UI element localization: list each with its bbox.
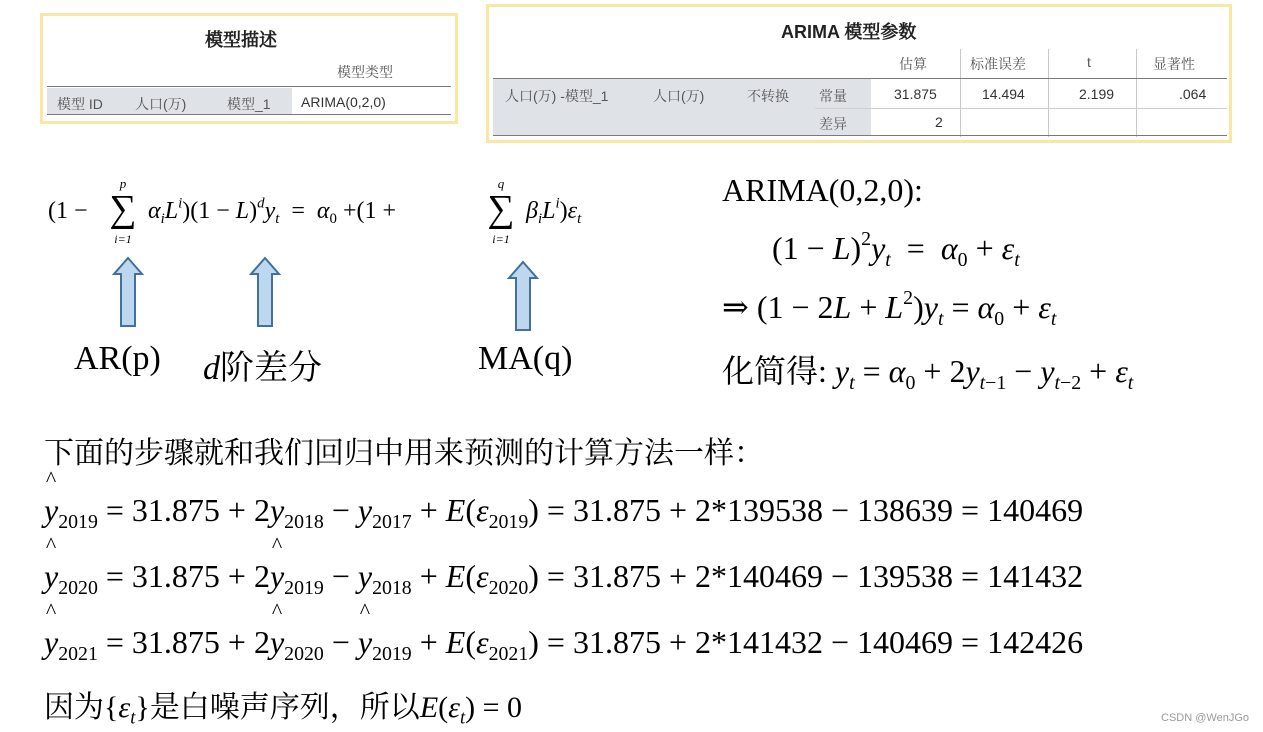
constant-estimate: 31.875 [894,86,937,102]
model-label: 人口(万) -模型_1 [505,88,609,104]
prediction-2020-result: 141432 [987,558,1084,594]
prediction-2021-result: 142426 [987,624,1084,660]
arima-params-panel [486,4,1232,143]
model-type-value: ARIMA(0,2,0) [301,94,386,110]
ar-arrow-icon [112,256,144,328]
diff-arrow-icon [249,256,281,328]
intro-text: 下面的步骤就和我们回归中用来预测的计算方法一样： [44,437,764,470]
watermark: CSDN @WenJGo [1161,712,1249,724]
ar-label: AR(p) [74,340,161,377]
white-noise-note: 因为$\{\varepsilon_t\}$是白噪声序列，所以$E(\varepsilon_t) = 0$ [44,691,523,729]
constant-label: 常量 [819,88,847,104]
derivation-title: ARIMA(0,2,0): [722,172,923,208]
difference-estimate: 2 [935,114,943,130]
prediction-2019-result: 140469 [987,492,1084,528]
derivation-step-2: ⇒ $(1 - 2L + L^2)y_t = \alpha_0 + \varepsilon_t$ [722,287,1057,330]
constant-t: 2.199 [1079,86,1115,102]
arima-params-title: ARIMA 模型参数 [781,22,917,42]
model-description-title: 模型描述 [205,30,277,50]
diff-label: d阶差分 [203,350,322,387]
ma-label: MA(q) [478,340,573,377]
population-label: 人口(万) [135,96,187,112]
header-rule [47,86,451,87]
difference-label: 差异 [819,116,847,132]
diff-label-text: 阶差分 [220,350,322,387]
model-description-panel [40,13,458,124]
model-1-label: 模型_1 [227,96,271,112]
header-t: t [1087,54,1091,70]
header-std-error: 标准误差 [970,56,1026,72]
header-significance: 显著性 [1153,56,1195,72]
model-id-label: 模型 ID [57,96,103,112]
model-type-header: 模型类型 [337,64,393,80]
prediction-2020: ^ $y_{2020} = 31.875$ + 2^ $y_{2019} - y_{2018} + E(\varepsilon_{2020}) = 31.875 + 2*140469 - 139538 = 141432$ [44,558,1083,595]
header-estimate: 估算 [899,56,927,72]
transform-label: 不转换 [747,88,789,104]
ma-arrow-icon [507,260,539,332]
variable-label: 人口(万) [653,88,705,104]
bottom-rule [47,114,451,115]
simplify-label: 化简得: [722,353,827,389]
prediction-2019: ^ $y_{2019} = 31.875 + 2y_{2018} - y_{2017} + E(\varepsilon_{2019}) = 31.875 + 2*139538 - 138639 = 140469$ [44,492,1083,529]
constant-significance: .064 [1179,86,1207,102]
constant-std-error: 14.494 [982,86,1025,102]
derivation-step-3: 化简得: $y_t = \alpha_0 + 2y_{t-1} - y_{t-2} + \varepsilon_t$ [722,353,1134,394]
prediction-2021: ^ $y_{2021} = 31.875$ + 2^ $y_{2020}$ − ^ $y_{2019} + E(\varepsilon_{2021}) = 31.875 + 2*141432 - 140469 = 142426$ [44,624,1083,661]
derivation-step-1: $(1 - L)^2y_t = \alpha_0 + \varepsilon_t$ [772,228,1020,271]
general-arima-equation: (1 − p ∑ i=1 $\alpha_iL^i)(1 - L)^dy_t = \alpha_0 +(1$ + q ∑ i=1 $\beta_iL^i)\varepsilon_t$ [48,176,582,246]
